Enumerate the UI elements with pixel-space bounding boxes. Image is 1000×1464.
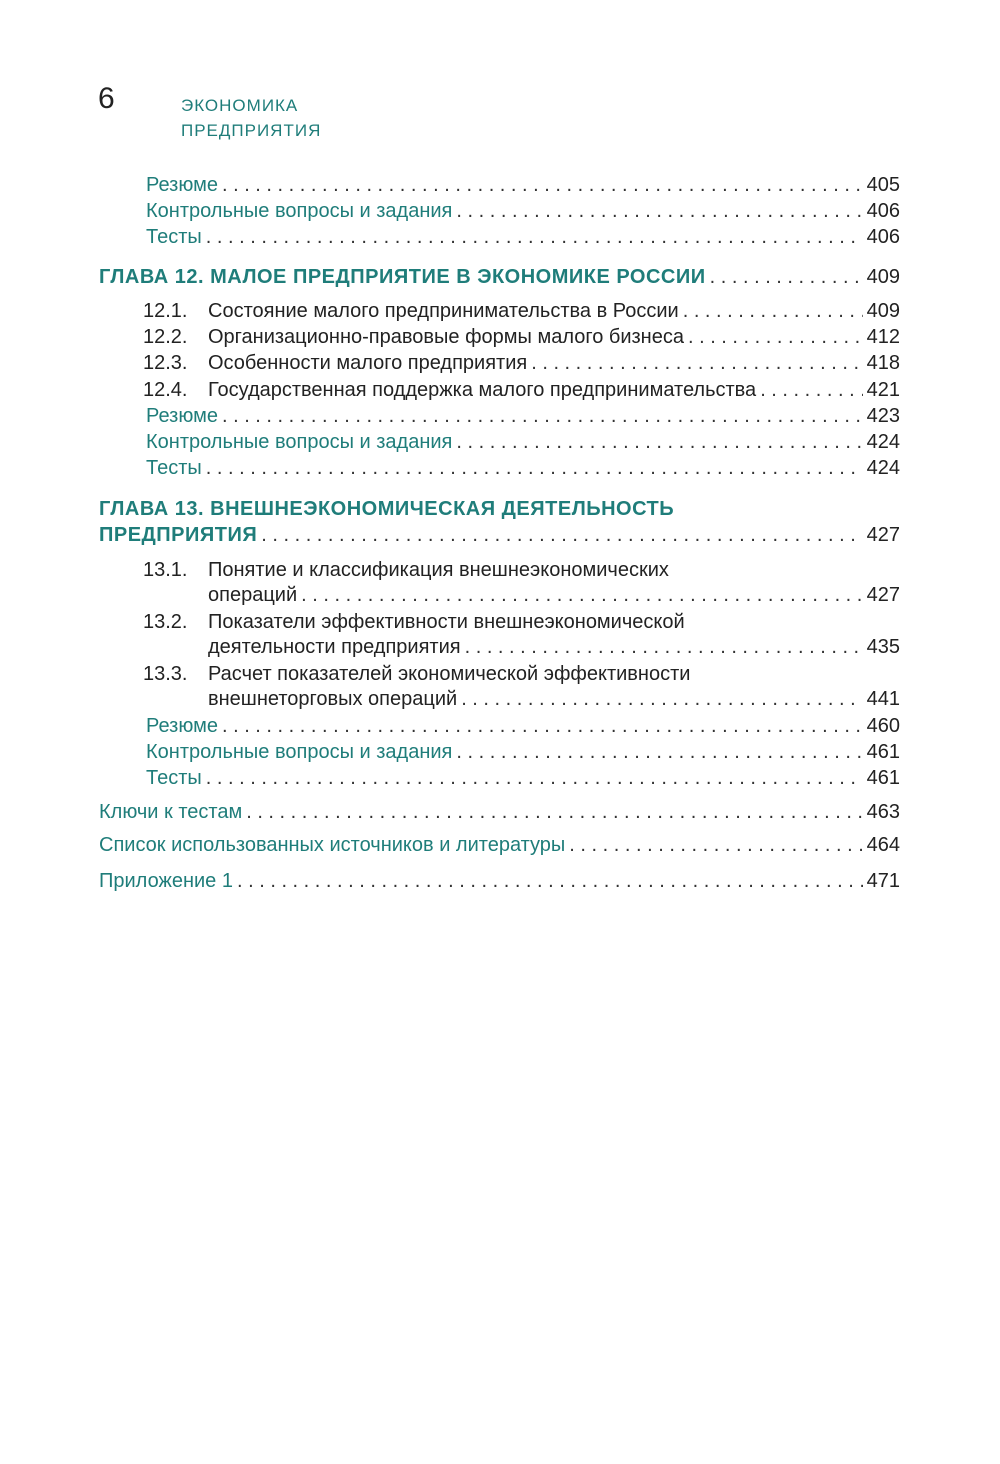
toc-entry-questions[interactable] [146, 739, 900, 765]
running-head [181, 93, 321, 143]
toc-entry-title: Тесты [146, 767, 202, 789]
section-title: Понятие и классификация внешнеэкономических [208, 559, 669, 581]
leader-dots [206, 455, 863, 481]
toc-entry-page: 435 [866, 636, 900, 658]
toc-section-13-2[interactable] [208, 634, 900, 660]
section-title: Особенности малого предприятия [208, 352, 528, 374]
section-number: 12.3. [143, 352, 188, 374]
toc-chapter-12[interactable] [99, 264, 900, 290]
section-title: Организационно-правовые формы малого бизнеса [208, 326, 684, 348]
chapter-title: ГЛАВА 12. МАЛОЕ ПРЕДПРИЯТИЕ В ЭКОНОМИКЕ РОССИИ [99, 266, 706, 288]
toc-entry-questions[interactable] [146, 429, 900, 455]
toc-entry-title: Ключи к тестам [99, 801, 243, 823]
toc-entry-page: 406 [866, 200, 900, 222]
section-number: 13.3. [143, 663, 188, 685]
leader-dots [465, 634, 863, 660]
leader-dots [206, 765, 863, 791]
toc-entry-title: Тесты [146, 226, 202, 248]
toc-entry-page: 471 [866, 870, 900, 892]
section-title: Расчет показателей экономической эффективности [208, 663, 691, 685]
toc-section-12-2[interactable] [143, 324, 900, 350]
leader-dots [222, 403, 863, 429]
toc-section-13-2-line1[interactable] [143, 609, 685, 635]
toc-entry-summary[interactable] [146, 172, 900, 198]
toc-entry-page: 412 [866, 326, 900, 348]
toc-entry-page: 409 [866, 300, 900, 322]
chapter-title: ПРЕДПРИЯТИЯ [99, 524, 258, 546]
section-title-cont: операций [208, 584, 298, 606]
toc-entry-page: 418 [866, 352, 900, 374]
section-number: 12.1. [143, 300, 188, 322]
toc-entry-page: 427 [866, 584, 900, 606]
toc-entry-page: 461 [866, 741, 900, 763]
leader-dots [237, 868, 863, 894]
leader-dots [206, 224, 863, 250]
toc-entry-questions[interactable] [146, 198, 900, 224]
leader-dots [301, 582, 863, 608]
section-title: Состояние малого предпринимательства в России [208, 300, 679, 322]
toc-section-13-1-line1[interactable] [143, 557, 669, 583]
leader-dots [531, 350, 862, 376]
toc-entry-title: Приложение 1 [99, 870, 233, 892]
toc-entry-page: 461 [866, 767, 900, 789]
leader-dots [461, 686, 862, 712]
toc-entry-title: Список использованных источников и литературы [99, 834, 566, 856]
toc-entry-page: 464 [866, 834, 900, 856]
section-title-cont: деятельности предприятия [208, 636, 461, 658]
toc-entry-page: 460 [866, 715, 900, 737]
toc-entry-title: Контрольные вопросы и задания [146, 431, 453, 453]
toc-entry-page: 424 [866, 431, 900, 453]
leader-dots [222, 713, 863, 739]
leader-dots [760, 377, 862, 403]
section-title: Показатели эффективности внешнеэкономической [208, 611, 685, 633]
leader-dots [456, 739, 862, 765]
running-head-line2: ПРЕДПРИЯТИЯ [181, 121, 322, 140]
section-title: Государственная поддержка малого предпринимательства [208, 379, 757, 401]
section-number: 12.2. [143, 326, 188, 348]
leader-dots [710, 264, 863, 290]
leader-dots [456, 429, 862, 455]
toc-chapter-13-line1[interactable]: ГЛАВА 13. ВНЕШНЕЭКОНОМИЧЕСКАЯ ДЕЯТЕЛЬНОСТЬ [99, 498, 675, 520]
toc-entry-page: 463 [866, 801, 900, 823]
toc-entry-title: Резюме [146, 405, 218, 427]
leader-dots [569, 832, 862, 858]
toc-entry-page: 427 [866, 524, 900, 546]
toc-entry-page: 423 [866, 405, 900, 427]
toc-entry-tests[interactable] [146, 765, 900, 791]
toc-entry-title: Контрольные вопросы и задания [146, 741, 453, 763]
toc-entry-appendix[interactable] [99, 868, 900, 894]
leader-dots [683, 298, 863, 324]
toc-entry-tests[interactable] [146, 224, 900, 250]
section-title-cont: внешнеторговых операций [208, 688, 458, 710]
toc-entry-title: Резюме [146, 715, 218, 737]
toc-entry-page: 409 [866, 266, 900, 288]
toc-section-13-3[interactable] [208, 686, 900, 712]
page-number: 6 [98, 82, 115, 115]
toc-entry-page: 424 [866, 457, 900, 479]
leader-dots [222, 172, 863, 198]
toc-entry-title: Тесты [146, 457, 202, 479]
toc-entry-title: Резюме [146, 174, 218, 196]
toc-entry-page: 406 [866, 226, 900, 248]
section-number: 13.2. [143, 611, 188, 633]
toc-section-13-3-line1[interactable] [143, 661, 690, 687]
leader-dots [456, 198, 862, 224]
section-number: 12.4. [143, 379, 188, 401]
toc-section-12-3[interactable] [143, 350, 900, 376]
toc-entry-title: Контрольные вопросы и задания [146, 200, 453, 222]
toc-entry-summary[interactable] [146, 403, 900, 429]
toc-entry-summary[interactable] [146, 713, 900, 739]
toc-entry-answers[interactable] [99, 799, 900, 825]
toc-entry-sources[interactable] [99, 832, 900, 858]
leader-dots [688, 324, 863, 350]
toc-section-12-1[interactable] [143, 298, 900, 324]
running-head-line1: ЭКОНОМИКА [181, 96, 299, 115]
section-number: 13.1. [143, 559, 188, 581]
leader-dots [261, 522, 862, 548]
toc-section-13-1[interactable] [208, 582, 900, 608]
toc-section-12-4[interactable] [143, 377, 900, 403]
toc-entry-page: 421 [866, 379, 900, 401]
toc-chapter-13[interactable] [99, 522, 900, 548]
toc-entry-tests[interactable] [146, 455, 900, 481]
leader-dots [246, 799, 862, 825]
toc-entry-page: 441 [866, 688, 900, 710]
toc-entry-page: 405 [866, 174, 900, 196]
